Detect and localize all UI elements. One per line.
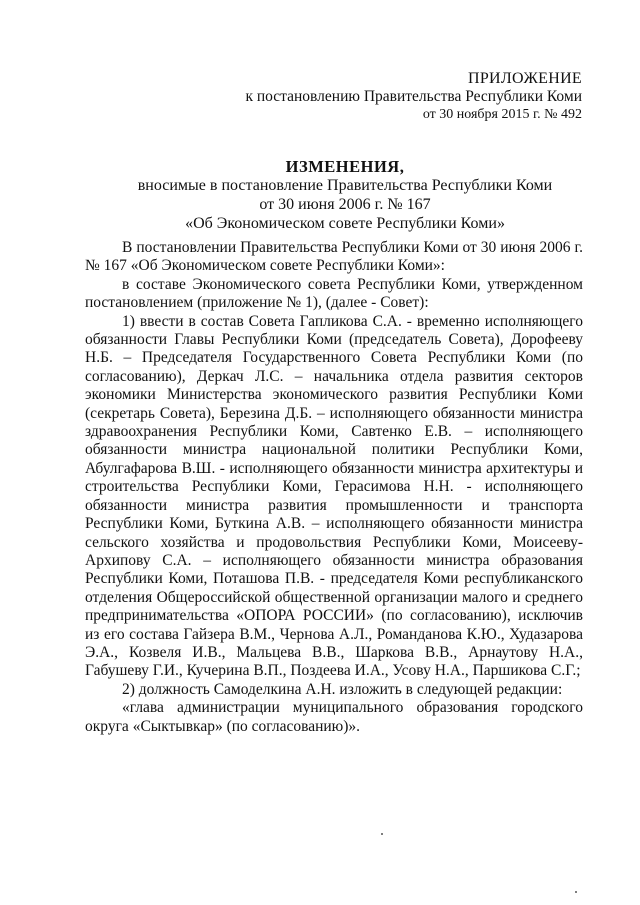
appendix-title: ПРИЛОЖЕНИЕ	[467, 70, 582, 87]
appendix-header	[245, 70, 582, 124]
paragraph-item-2-quote: «глава администрации муниципального образования городского округа «Сыктывкар» (по согласованию)».	[85, 699, 583, 735]
scan-speck	[381, 833, 383, 835]
scan-speck	[575, 891, 577, 893]
appendix-line-1: к постановлению Правительства Республики Коми	[245, 88, 582, 105]
paragraph-sub-intro: в составе Экономического совета Республики Коми, утвержденном постановлением (приложение № 1), (далее - Совет):	[85, 275, 583, 312]
appendix-line-2: от 30 ноября 2015 г. № 492	[422, 107, 582, 122]
document-heading	[110, 157, 580, 233]
heading-title: ИЗМЕНЕНИЯ,	[285, 157, 405, 176]
heading-line-3: «Об Экономическом совете Республики Коми»	[185, 215, 505, 232]
paragraph-item-1: 1) ввести в состав Совета Гапликова С.А. - временно исполняющего обязанности Главы Республики Коми (председатель Совета), Дорофееву Н.Б. – Председателя Государственного Совета Республики Коми (по согласованию), Деркач Л.С. – начальника отдела развития секторов экономики Министерства экономического развития Республики Коми (секретарь Совета), Березина Д.Б. – исполняющего обязанности министра здравоохранения Республики Коми, Савтенко Е.В. – исполняющего обязанности министра национальной политики Республики Коми, Абулгафарова В.Ш. - исполняющего обязанности министра архитектуры и строительства Республики Коми, Герасимова Н.Н. - исполняющего обязанности министра развития промышленности и транспорта Республики Коми, Буткина А.В. – исполняющего обязанности министра сельского хозяйства и продовольствия Республики Коми, Моисееву-Архипову С.А. – исполняющего обязанности министра образования Республики Коми, Поташова П.В. - председателя Коми республиканского отделения Общероссийской общественной организации малого и среднего предпринимательства «ОПОРА РОССИИ» (по согласованию), исключив из его состава Гайзера В.М., Чернова А.Л., Романданова К.Ю., Худазарова Э.А., Козвеля И.В., Мальцева В.В., Шаркова В.В., Арнаутову Н.А., Габушеву Г.И., Кучерина В.П., Поздеева И.А., Усову Н.А., Паршикова С.Г.;	[85, 312, 583, 680]
paragraph-intro: В постановлении Правительства Республики Коми от 30 июня 2006 г. № 167 «Об Экономическом совете Республики Коми»:	[85, 239, 583, 275]
document-body	[85, 239, 583, 736]
heading-line-2: от 30 июня 2006 г. № 167	[259, 196, 431, 213]
paragraph-item-2: 2) должность Самоделкина А.Н. изложить в следующей редакции:	[122, 680, 563, 698]
heading-line-1: вносимые в постановление Правительства Республики Коми	[137, 177, 553, 194]
